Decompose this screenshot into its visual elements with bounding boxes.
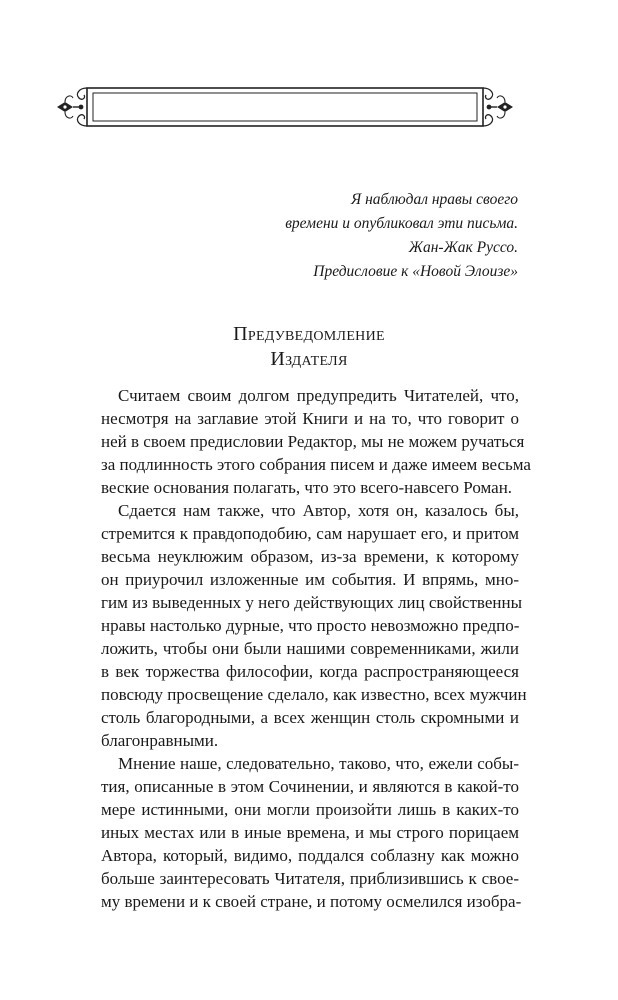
text-line: повсюду просвещение сделало, как известно, всех мужчин [101,685,527,704]
epigraph-source: Предисловие к «Новой Элоизе» [313,263,518,280]
text-line: больше заинтересовать Читателя, приблизившись к свое- [101,869,519,888]
text-line: Считаем своим долгом предупредить Читателей, что, [118,386,519,405]
text-line: благонравными. [101,731,219,750]
text-line: Мнение наше, следовательно, таково, что, ежели собы- [118,754,519,773]
text-line: весьма неуклюжим образом, из-за времени, к которому [101,547,519,566]
text-line: ложить, чтобы они были нашими современниками, жили [101,639,519,658]
paragraph-1 [101,384,531,499]
text-line: иных местах или в иные времена, и мы строго порицаем [101,823,519,842]
text-line: несмотря на заглавие этой Книги и на то, что говорит о [101,409,519,428]
text-line: мере истинными, они могли произойти лишь в каких-то [101,800,519,819]
paragraph-2 [101,499,527,752]
text-line: Автора, который, видимо, поддался соблазну как можно [101,846,519,865]
text-line: нравы настолько дурные, что просто невозможно предпо- [101,616,520,635]
text-line: стремится к правдоподобию, сам нарушает его, и притом [101,524,519,543]
heading-line-1: Предуведомление [233,323,385,345]
epigraph-line: времени и опубликовал эти письма. [285,215,518,232]
heading-line-2: Издателя [270,348,348,370]
text-line: столь благородными, а всех женщин столь скромными и [101,708,519,727]
epigraph [285,188,518,284]
text-line: ней в своем предисловии Редактор, мы не можем ручаться [101,432,525,451]
text-line: он приурочил изложенные им события. И впрямь, мно- [101,570,519,589]
text-line: му времени и к своей стране, и потому осмелился изобра- [101,892,522,911]
text-line: веские основания полагать, что это всего-навсего Роман. [101,478,513,497]
text-line: гим из выведенных у него действующих лиц свойственны [101,593,522,612]
body-text [101,384,531,913]
text-line: тия, описанные в этом Сочинении, и являются в какой-то [101,777,519,796]
text-line: за подлинность этого собрания писем и даже имеем весьма [101,455,531,474]
epigraph-line: Я наблюдал нравы своего [351,191,518,208]
text-line: Сдается нам также, что Автор, хотя он, казалось бы, [118,501,519,520]
decorative-header-ornament [55,82,515,132]
epigraph-attribution: Жан-Жак Руссо. [408,239,518,256]
paragraph-3 [101,752,522,913]
section-heading [0,322,618,372]
text-line: в век торжества философии, когда распространяющееся [101,662,519,681]
